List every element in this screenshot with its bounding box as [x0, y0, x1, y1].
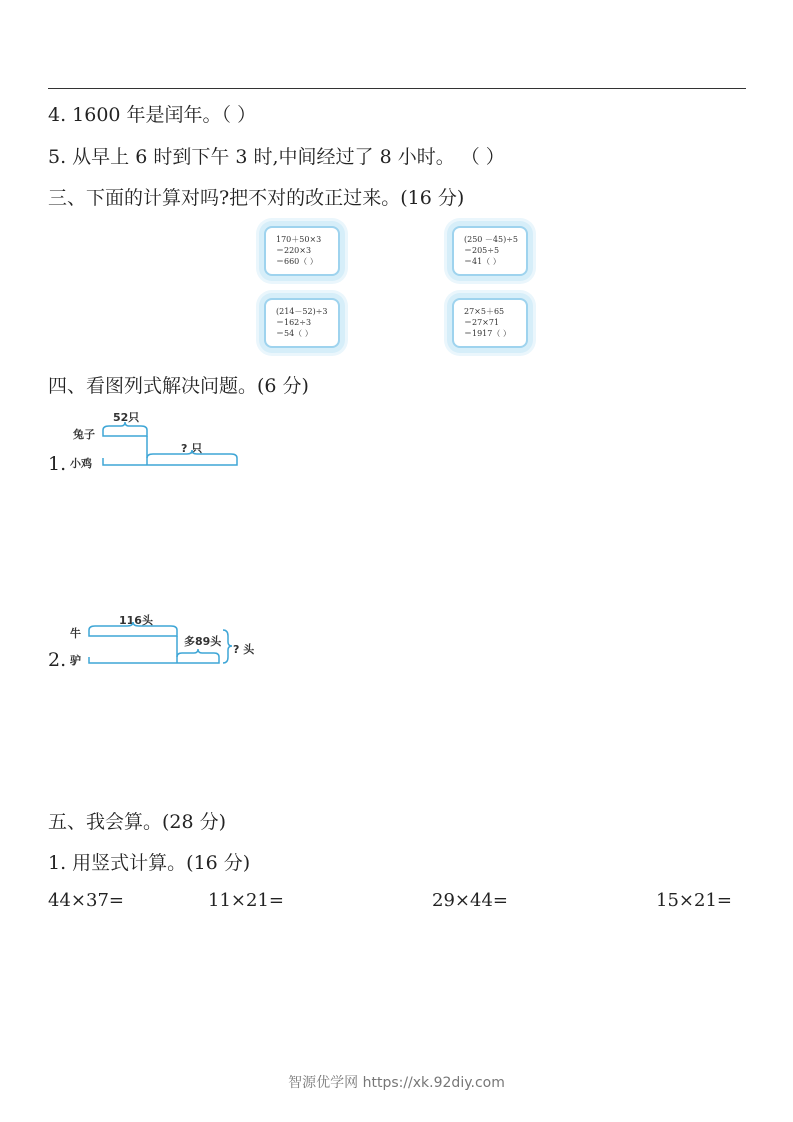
chick-label: 小鸡 — [70, 457, 92, 470]
expression-1: 44×37= — [48, 890, 124, 911]
calc-line: (214－52)÷3 — [276, 307, 328, 316]
expression-2: 11×21= — [208, 890, 284, 911]
problem-1-number: 1. — [48, 453, 67, 475]
more-brace — [177, 649, 219, 657]
rabbit-bar — [103, 430, 147, 436]
diagram-1-lines — [95, 420, 245, 470]
calc-box-3 — [264, 298, 340, 348]
diagram-2-lines — [85, 620, 235, 668]
calc-box-1 — [264, 226, 340, 276]
calc-line: ＝54（ ） — [276, 329, 313, 338]
calc-line: ＝27×71 — [464, 318, 500, 327]
donkey-bar — [89, 657, 219, 663]
calc-box-2 — [452, 226, 528, 276]
calc-line: ＝220×3 — [276, 246, 312, 255]
cow-label: 牛 — [70, 627, 81, 640]
calc-line: ＝205÷5 — [464, 246, 500, 255]
section-4-title: 四、看图列式解决问题。(6 分) — [48, 375, 309, 397]
calc-line: (250 －45)÷5 — [464, 235, 519, 244]
calc-line: ＝1917（ ） — [464, 329, 511, 338]
calc-line: ＝162÷3 — [276, 318, 312, 327]
question-label-chick: ? 只 — [181, 442, 203, 455]
right-brace — [223, 630, 232, 663]
question-label-donkey: ? 头 — [233, 643, 255, 656]
section-5-sub-1: 1. 用竖式计算。(16 分) — [48, 852, 251, 874]
expression-4: 15×21= — [656, 890, 732, 911]
expression-3: 29×44= — [432, 890, 508, 911]
rabbit-label: 兔子 — [73, 428, 95, 441]
calc-line: ＝660（ ） — [276, 257, 318, 266]
section-5-title: 五、我会算。(28 分) — [48, 811, 227, 833]
more-89-label: 多89头 — [184, 635, 222, 648]
top-label-52: 52只 — [113, 411, 140, 424]
top-brace — [103, 422, 147, 430]
calc-line: ＝41（ ） — [464, 257, 501, 266]
top-label-116: 116头 — [119, 614, 153, 627]
calc-line: 170＋50×3 — [276, 235, 322, 244]
question-brace — [147, 450, 237, 458]
question-4: 4. 1600 年是闰年。（ ） — [48, 104, 257, 126]
chick-bar — [103, 458, 237, 465]
cow-bar — [89, 630, 177, 636]
question-5: 5. 从早上 6 时到下午 3 时,中间经过了 8 小时。 （ ） — [48, 146, 505, 168]
calc-box-4 — [452, 298, 528, 348]
calc-line: 27×5＋65 — [464, 307, 505, 316]
top-brace — [89, 622, 177, 630]
section-3-title: 三、下面的计算对吗?把不对的改正过来。(16 分) — [48, 187, 465, 209]
footer-watermark: 智源优学网 https://xk.92diy.com — [288, 1075, 505, 1091]
top-rule — [48, 88, 746, 89]
donkey-label: 驴 — [70, 654, 81, 667]
problem-2-number: 2. — [48, 649, 67, 671]
